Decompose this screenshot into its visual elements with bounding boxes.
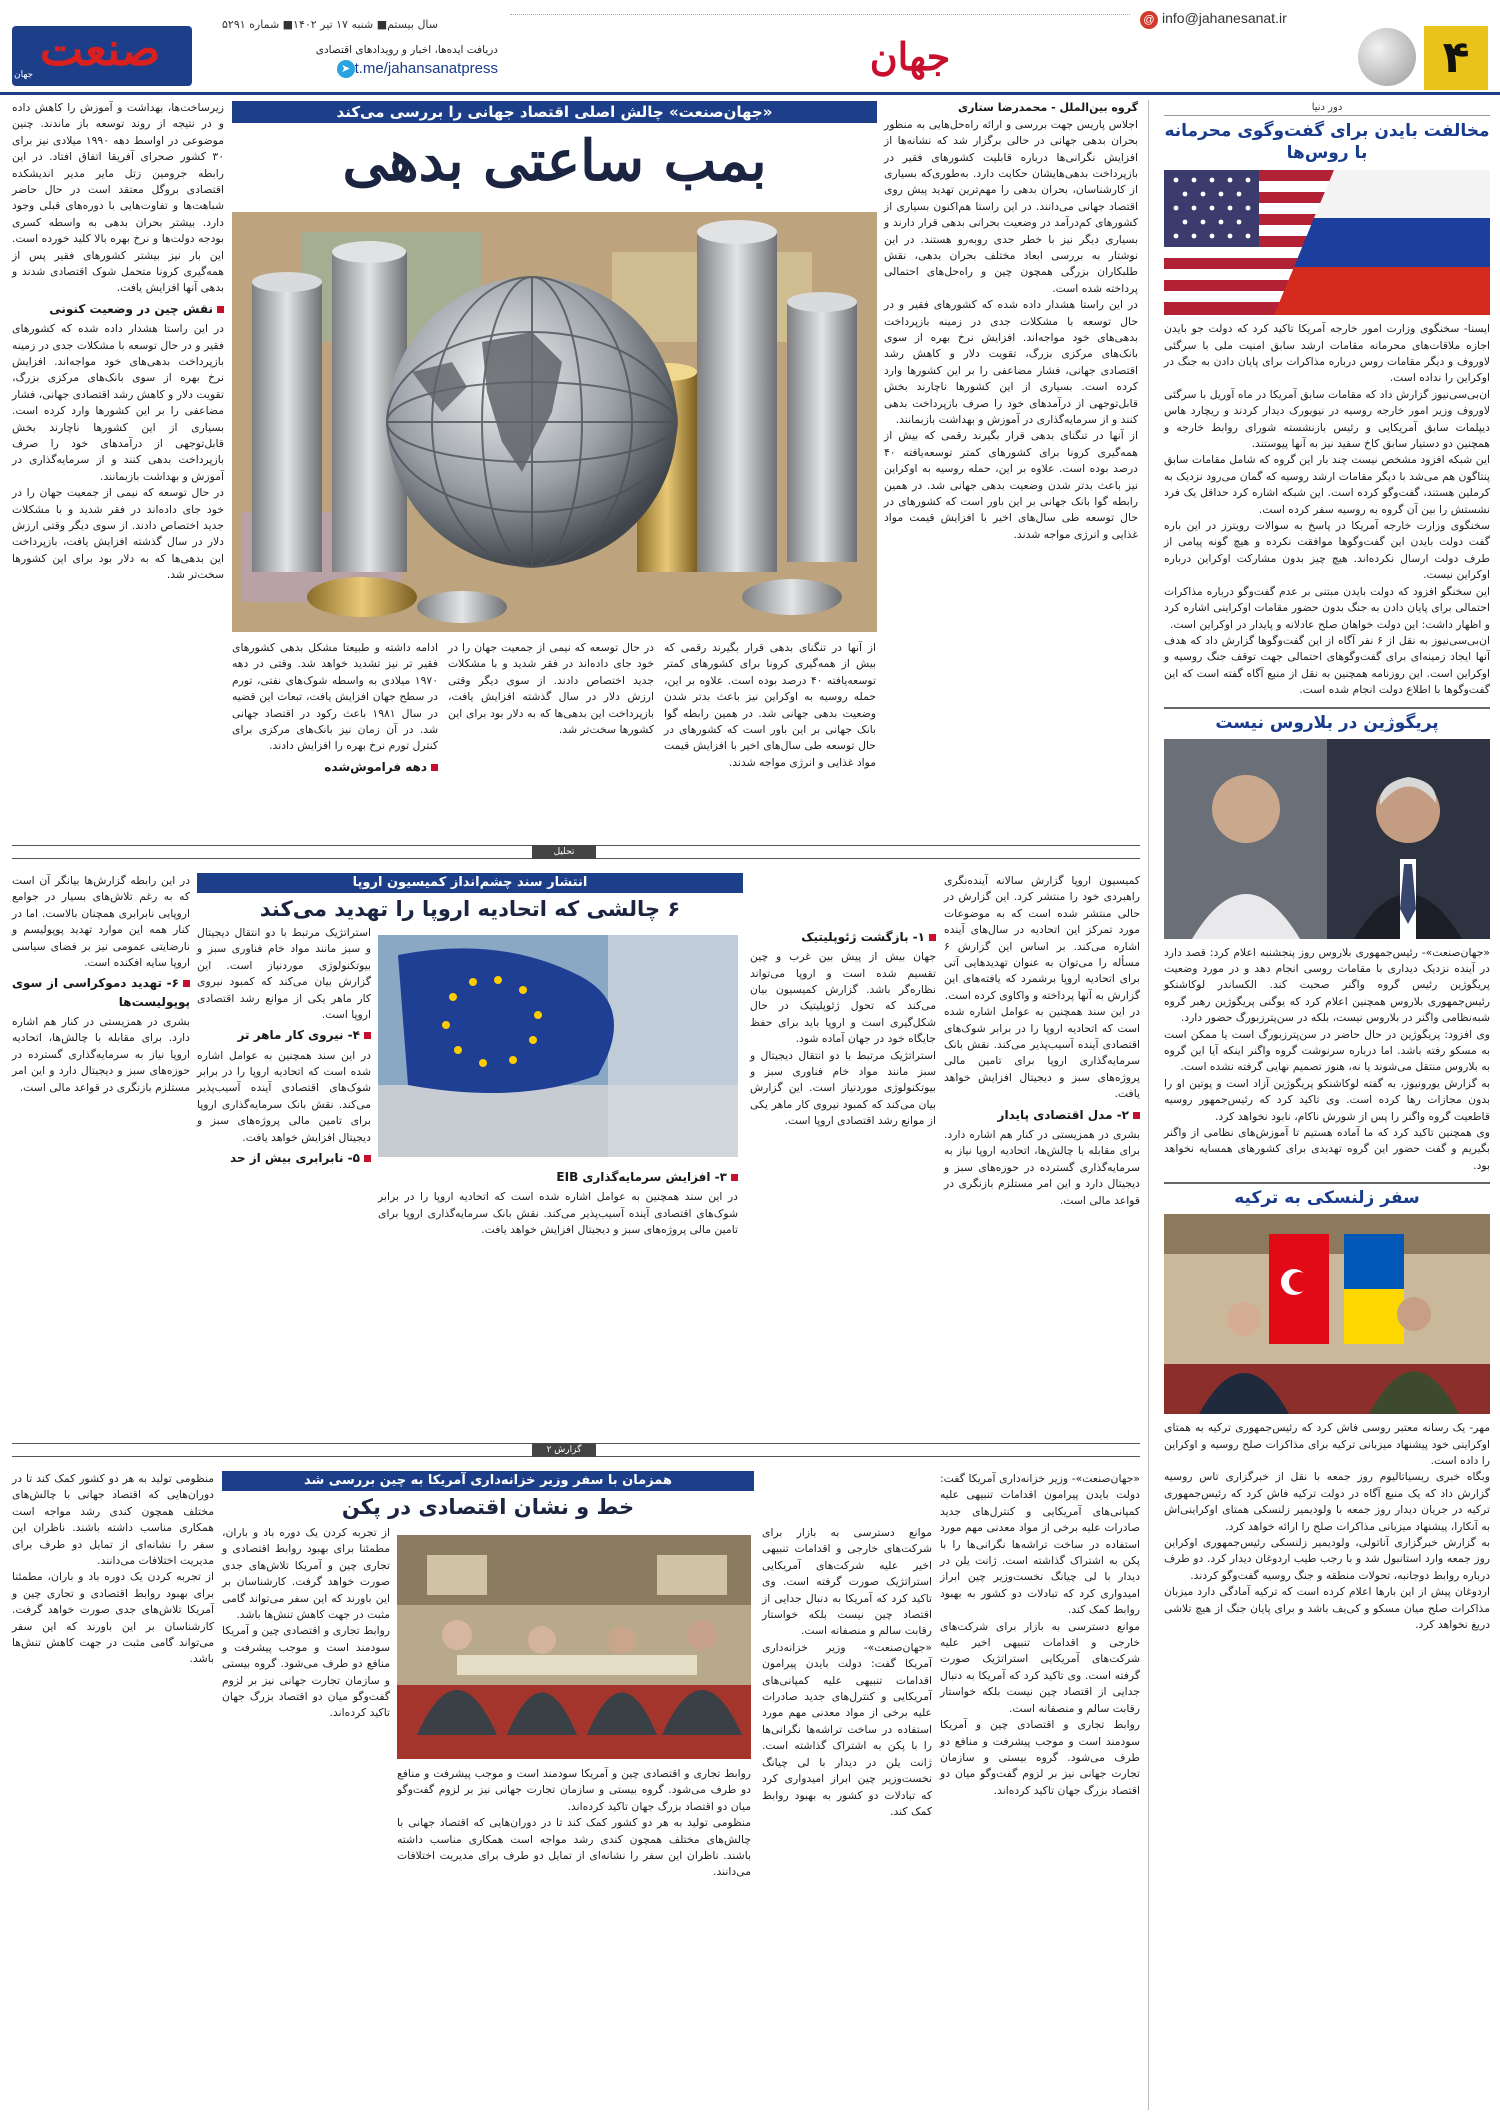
- paragraph: «جهان‌صنعت»- وزیر خزانه‌داری آمریکا گفت: دولت بایدن پیرامون اقدامات تنبیهی علیه کمپانی‌های آمریکایی و کنترل‌های جدید صادرات علیه برخی از مواد معدنی مهم مورد استفاده در ساخت تراشه‌ها نگرانی‌ها را با پکن به اشتراک گذاشته است. ژانت یلن در دیدار با لی چیانگ نخست‌وزیر چین ابراز امیدواری کرد که تبادلات دو کشور به بهبود روابط کمک کند.: [940, 1472, 1140, 1617]
- paragraph: زیرساخت‌ها، بهداشت و آموزش را کاهش داده و در نتیجه از روند توسعه باز ماندند. چنین موضوعی در اواسط دهه ۱۹۹۰ میلادی نیز برای ۳۰ کشور صحرای آفریقا اتفاق افتاد. در این رابطه جرومین زتل مایر مدیر اندیشکده اقتصادی بروگل معتقد است در حال حاضر شباهت‌ها و تفاوت‌هایی با دوره‌های قبلی وجود دارد. بیشتر بحران بدهی به واسطه کسری بودجه دولت‌ها و نرخ بهره بالا کلید خورده است. این بار نیز بیشتر کشورهای فقیر پس از همه‌گیری کرونا متحمل شوک اقتصادی شدند و بدهی آنها افزایش یافت.: [12, 101, 224, 295]
- analysis-column-1: [944, 873, 1140, 1209]
- paragraph: وی همچنین تاکید کرد که ما آماده هستیم تا آموزش‌های نظامی از واگنر بگیریم و گفت حضور این گروه تهدیدی برای کشورهای همسایه نخواهد بود.: [1164, 1126, 1490, 1172]
- main-article-column-3: [448, 640, 654, 738]
- bullet-square-icon: [364, 1032, 371, 1039]
- telegram-link[interactable]: [198, 60, 498, 78]
- paragraph: اجلاس پاریس جهت بررسی و ارائه راه‌حل‌هایی به منظور بحران بدهی جهانی در حالی برگزار شد که نشانه‌ها از افزایش نگرانی‌ها درباره قابلیت کشورهای فقیر در بازپرداخت بدهی‌هایشان حکایت دارد. به‌طوری‌که بسیاری از کارشناسان، بحران بدهی را مهم‌ترین تهدید پیش روی اقتصاد جهانی می‌دانند. در این راستا هم‌اکنون بسیاری از کشورهای کم‌درآمد در وضعیت بحرانی بدهی قرار دارند و بسیاری دیگر نیز با خطر جدی روبه‌رو هستند. در این نوشتار به بررسی ابعاد مختلف بحران بدهی، نقش طلبکاران بزرگی همچون چین و راه‌حل‌های احتمالی پرداخته شده است.: [884, 117, 1138, 295]
- main-article-column-2: [664, 640, 876, 771]
- eu-flag-photo: [378, 935, 738, 1157]
- analysis-column-under-photo: [378, 1165, 738, 1238]
- main-article-column-4: [232, 640, 438, 779]
- subhead: [12, 974, 190, 1010]
- paragraph: این سخنگو افزود که دولت بایدن مبتنی بر عدم گفت‌وگو درباره مذاکرات احتمالی برای پایان دادن به جنگ بدون حضور مقامات اوکراینی اشاره کرد و اظهار داشت: این دولت خواهان صلح عادلانه و پایدار در اوکراین است.: [1164, 584, 1490, 631]
- report-column-2: [762, 1525, 932, 1820]
- subhead-text: ۲- مدل اقتصادی پایدار: [997, 1107, 1129, 1122]
- main-headline: بمب ساعتی بدهی: [342, 128, 767, 194]
- flags-illustration: [1164, 170, 1490, 315]
- paragraph: از آنها در تنگنای بدهی قرار بگیرند رقمی که بیش از همه‌گیری کرونا برای کشورهای کمتر توسعه‌یافته ۴۰ درصد بوده است. علاوه بر این، حمله روسیه به اوکراین نیز باعث بدتر شدن وضعیت بدهی جهانی شد. در همین رابطه گوا بانک جهانی بر این باور است که کشورهای در حال توسعه طی سال‌های اخیر با افزایش قیمت مواد غذایی و انرژی مواجه شدند.: [664, 641, 876, 769]
- report-chip: گزارش ۲: [532, 1443, 596, 1457]
- paragraph: از تجربه کردن یک دوره باد و باران، مطمئنا برای بهبود روابط اقتصادی و تجاری چین و آمریکا تلاش‌های جدی صورت خواهد گرفت. کارشناسان بر این باورند که این سفر می‌تواند گامی مثبت در جهت کاهش تنش‌ها باشد.: [12, 1570, 214, 1666]
- portraits-illustration: [1164, 739, 1490, 939]
- paragraph: این شبکه افزود مشخص نیست چند بار این گروه که شامل مقامات سابق پنتاگون هم می‌شد با دیگر مقامات ارشد روسیه که گمان می‌رود نزدیک به کرملین هستند، گفت‌وگو کرده است. این شبکه اشاره کرد حداقل یک فرد نشستش را بین آن گروه به روسیه سفر کرده است.: [1164, 453, 1490, 516]
- report-column-3: [222, 1525, 390, 1722]
- divider: [1164, 1182, 1490, 1184]
- coins-globe-illustration: [232, 212, 877, 632]
- subhead: [944, 1106, 1140, 1124]
- debt-photo: [232, 212, 877, 632]
- paragraph: در حال توسعه که نیمی از جمعیت جهان را در خود جای داده‌اند در فقر شدید و با مشکلات جدید اختصاص دادند. از سوی دیگر وقتی ارزش دلار در سال گذشته افزایش یافت، بازپرداخت این بدهی‌ها که به دلار بود برای این کشورها سخت‌تر شد.: [448, 641, 654, 737]
- subhead: [197, 1149, 371, 1167]
- main-article-column-left: [12, 100, 224, 584]
- us-russia-flags-photo: [1164, 170, 1490, 315]
- email-text[interactable]: info@jahanesanat.ir: [1162, 10, 1287, 26]
- section-title: جهان: [869, 34, 951, 79]
- paragraph: در این سند همچنین به عوامل اشاره شده است که اتحادیه اروپا را در برابر شوک‌های اقتصادی آینده آسیب‌پذیر می‌کند. نقش بانک سرمایه‌گذاری اروپا برای تامین مالی پروژه‌های سبز و دیجیتال افزایش خواهد یافت.: [197, 1048, 371, 1144]
- paragraph: در این راستا هشدار داده شده که کشورهای فقیر و در حال توسعه با مشکلات جدی در زمینه بازپرداخت بدهی‌های خود مواجه‌اند. افزایش نرخ بهره از سوی بانک‌های مرکزی بزرگ، تقویت دلار و کاهش رشد اقتصادی جهانی، فشار مضاعفی را بر این کشورها وارد کرده است. بسیاری از این کشورها ناچارند بخش قابل‌توجهی از درآمدهای خود را صرف بازپرداخت بدهی کنند و از سرمایه‌گذاری در آموزش و بهداشت بازبمانند.: [884, 298, 1138, 427]
- byline: گروه بین‌الملل - محمدرضا ستاری: [958, 101, 1138, 114]
- eu-flag-illustration: [378, 935, 738, 1157]
- prigozhin-lukashenko-photo: [1164, 739, 1490, 939]
- paragraph: اردوغان پیش از این بارها اعلام کرده است که ترکیه آمادگی دارد میزبان مذاکرات صلح میان مسکو و کی‌یف باشد و برای پایان جنگ از هیچ تلاشی دریغ نخواهد کرد.: [1164, 1585, 1490, 1632]
- paragraph: کمیسیون اروپا گزارش سالانه آینده‌نگری راهبردی خود را منتشر کرد. این گزارش در حالی منتشر شده است که به موضوعات مورد تمرکز این اتحادیه در سال‌های آینده اشاره می‌کند. بر اساس این گزارش ۶ مسأله را می‌توان به عنوان تهدیدهایی آتی برای اتحادیه اروپا برشمرد که یافته‌های این گزارش به آنها پرداخته و واکاوی کرده است.: [944, 874, 1140, 1002]
- bullet-square-icon: [183, 980, 190, 987]
- subhead-text: ۵- نابرابری بیش از حد: [229, 1151, 360, 1166]
- subhead-text: نقش چین در وضعیت کنونی: [49, 301, 213, 316]
- zelensky-headline: سفر زلنسکی به ترکیه: [1234, 1188, 1420, 1209]
- report-headline: خط و نشان اقتصادی در پکن: [341, 1495, 635, 1519]
- report-column-1: [940, 1471, 1140, 1799]
- bullet-square-icon: [431, 764, 438, 771]
- paragraph: بشری در همزیستی در کنار هم اشاره دارد. برای مقابله با چالش‌ها، اتحادیه اروپا نیاز به سرمایه‌گذاری گسترده در حوزه‌های سبز و دیجیتال دارد و این امر مستلزم بازنگری در قواعد مالی است.: [12, 1014, 190, 1094]
- paragraph: منظومی تولید به هر دو کشور کمک کند تا در دوران‌هایی که اقتصاد جهانی با چالش‌های مختلف همچون کندی رشد مواجه است همکاری مناسب داشته باشند. ناظران این سفر را نشانه‌ای از تمایل دو طرف برای مدیریت اختلافات می‌دانند.: [397, 1816, 751, 1879]
- subhead: [232, 758, 438, 776]
- paragraph: از تجربه کردن یک دوره باد و باران، مطمئنا برای بهبود روابط اقتصادی و تجاری چین و آمریکا تلاش‌های جدی صورت خواهد گرفت. کارشناسان بر این باورند که این سفر می‌تواند گامی مثبت در جهت کاهش تنش‌ها باشد.: [222, 1526, 390, 1622]
- paragraph: در این راستا هشدار داده شده که کشورهای فقیر و در حال توسعه با مشکلات جدی در زمینه بازپرداخت بدهی‌های خود مواجه‌اند. افزایش نرخ بهره از سوی بانک‌های مرکزی بزرگ، تقویت دلار و کاهش رشد اقتصادی جهانی، فشار مضاعفی را بر این کشورها وارد کرده است. بسیاری از این کشورها ناچارند بخش قابل‌توجهی از درآمدهای خود را صرف بازپرداخت بدهی کنند و از سرمایه‌گذاری در آموزش و بهداشت بازبمانند.: [12, 322, 224, 483]
- zelensky-story-body: [1164, 1420, 1490, 1633]
- paragraph: به گزارش یورونیوز، به گفته لوکاشنکو پریگوژین آزاد است و پوتین او را بدون مجازات رها کرده است. وی تاکید کرد که رئیس‌جمهور روسیه قاطعیت گروه واگنر را پس از شورش ناکام، نابود نخواهد کرد.: [1164, 1076, 1490, 1123]
- analysis-chip: تحلیل: [532, 845, 596, 859]
- report-section-bar: [12, 1443, 1140, 1457]
- paragraph: از آنها در تنگنای بدهی قرار بگیرند رقمی که بیش از همه‌گیری کرونا برای کشورهای کمتر توسعه‌یافته ۴۰ درصد بوده است. علاوه بر این، حمله روسیه به اوکراین نیز باعث بدتر شدن وضعیت بدهی جهانی شد. در همین رابطه گوا بانک جهانی بر این باور است که کشورهای در حال توسعه طی سال‌های اخیر با افزایش قیمت مواد غذایی و انرژی مواجه شدند.: [884, 429, 1138, 541]
- paragraph: روابط تجاری و اقتصادی چین و آمریکا سودمند است و موجب پیشرفت و منافع دو طرف می‌شود. گروه بیستی و سازمان تجارت جهانی نیز بر لزوم گفت‌وگو میان دو اقتصاد بزرگ جهان تاکید کرده‌اند.: [397, 1767, 751, 1813]
- subhead-text: ۴- نیروی کار ماهر تر: [237, 1028, 360, 1043]
- subhead: [197, 1026, 371, 1044]
- email-icon: @: [1140, 11, 1158, 29]
- prigozhin-headline: پریگوژین در بلاروس نیست: [1215, 712, 1439, 733]
- paragraph: استراتژیک مرتبط با دو انتقال دیجیتال و سبز مانند مواد خام فناوری سبز و بیوتکنولوژی موردنیاز است. این گزارش بیان می‌کند که کمبود نیروی کار ماهر یکی از موانع رشد اقتصادی اروپا است.: [750, 1048, 936, 1128]
- beijing-meeting-photo: [397, 1535, 751, 1759]
- analysis-kicker: انتشار سند چشم‌انداز کمیسیون اروپا: [197, 873, 743, 893]
- telegram-icon: ➤: [337, 60, 355, 78]
- paragraph: جهان بیش از پیش بین غرب و چین تقسیم شده است و اروپا می‌تواند نظاره‌گر باشد. گزارش کمیسیون بیان می‌کند که تحول ژئوپلیتیک در حال شکل‌گیری است و اروپا باید برای حفظ جایگاه خود در جهان آماده شود.: [750, 950, 936, 1046]
- paragraph: مهر- یک رسانه معتبر روسی فاش کرد که رئیس‌جمهوری ترکیه به همتای اوکراینی خود پیشنهاد میزبانی ترکیه برای مذاکرات صلح روسیه و اوکراین را داده است.: [1164, 1421, 1490, 1468]
- paragraph: استراتژیک مرتبط با دو انتقال دیجیتال و سبز مانند مواد خام فناوری سبز و بیوتکنولوژی موردنیاز است. این گزارش بیان می‌کند که کمبود نیروی کار ماهر یکی از موانع رشد اقتصادی اروپا است.: [197, 926, 371, 1022]
- paragraph: «جهان‌صنعت»- رئیس‌جمهوری بلاروس روز پنجشنبه اعلام کرد: قصد دارد در آینده نزدیک دیداری با مقامات روسی انجام دهد و در مورد وضعیت پریگوژین رئیس گروه واگنر صحبت کند. الکساندر لوکاشنکو رئیس‌جمهوری بلاروس همچنین اعلام کرد که یوگنی پریگوژین رهبر گروه شبه‌نظامی واگنر در بلاروس نیست، بلکه در سن‌پترزبورگ حضور دارد.: [1164, 945, 1490, 1025]
- header-divider: [510, 14, 1130, 22]
- paragraph: وی افزود: پریگوژین در حال حاضر در سن‌پترزبورگ است یا ممکن است به مسکو رفته باشد. اما درباره سرنوشت گروه واگنر اینکه آیا این گروه به بلاروس منتقل می‌شوند یا نه، هنوز تصمیم نهایی گرفته نشده است.: [1164, 1027, 1490, 1074]
- report-column-under-photo: [397, 1766, 751, 1881]
- bullet-square-icon: [731, 1174, 738, 1181]
- paragraph: در این سند همچنین به عوامل اشاره شده است که اتحادیه اروپا را در برابر شوک‌های اقتصادی آینده آسیب‌پذیر می‌کند. نقش بانک سرمایه‌گذاری اروپا برای تامین مالی پروژه‌های سبز و دیجیتال افزایش خواهد یافت.: [378, 1190, 738, 1237]
- paragraph: بشری در همزیستی در کنار هم اشاره دارد. برای مقابله با چالش‌ها، اتحادیه اروپا نیاز به سرمایه‌گذاری گسترده در حوزه‌های سبز و دیجیتال دارد و این امر مستلزم بازنگری در قواعد مالی است.: [944, 1127, 1140, 1207]
- column-kicker: دور دنیا: [1164, 100, 1490, 116]
- bullet-square-icon: [1133, 1112, 1140, 1119]
- globe-icon: [1358, 28, 1416, 86]
- paragraph: وبگاه خبری ریسیاتالیوم روز جمعه با نقل از خبرگزاری تاس روسیه گزارش داد که یک منبع آگاه در دولت ترکیه فاش کرد که رئیس‌جمهوری ترکیه در جریان دیدار روز جمعه با ولودیمیر زلنسکی همتای اوکراینی‌اش به آنکارا، پیشنهاد میزبانی مذاکرات صلح را ارائه خواهد کرد.: [1164, 1470, 1490, 1533]
- bullet-square-icon: [364, 1155, 371, 1162]
- subhead-text: ۶- تهدید دموکراسی از سوی پوپولیست‌ها: [12, 976, 190, 1009]
- analysis-section-bar: [12, 845, 1140, 859]
- paragraph: روابط تجاری و اقتصادی چین و آمریکا سودمند است و موجب پیشرفت و منافع دو طرف می‌شود. گروه بیستی و سازمان تجارت جهانی نیز بر لزوم گفت‌وگو میان دو اقتصاد بزرگ جهان تاکید کرده‌اند.: [222, 1624, 390, 1720]
- report-kicker: همزمان با سفر وزیر خزانه‌داری آمریکا به چین بررسی شد: [222, 1471, 754, 1491]
- telegram-handle[interactable]: t.me/jahansanatpress: [354, 60, 498, 77]
- paragraph: ان‌بی‌سی‌نیوز گزارش داد که مقامات سابق آمریکا در ماه آوریل با سرگئی لاوروف وزیر امور خارجه روسیه در نیویورک دیدار کردند و ریچارد هاس دیپلمات سابق آمریکایی و رئیس بازنشسته شورای روابط خارجه و همچنین دو دستیار سابق کاخ سفید نیز به آنها پیوستند.: [1164, 387, 1490, 451]
- column-rule: [1148, 100, 1149, 2110]
- analysis-headline: ۶ چالشی که اتحادیه اروپا را تهدید می‌کند: [259, 897, 681, 921]
- analysis-column-4: [12, 873, 190, 1096]
- world-news-column: [1164, 100, 1490, 1634]
- analysis-column-2: [750, 925, 936, 1130]
- subhead: [12, 300, 224, 318]
- paragraph: سخنگوی وزارت خارجه آمریکا در پاسخ به سوالات رویترز در این باره گفت دولت بایدن این گفت‌وگوها موافقت نکرده و هیچ گونه پیامی از طرف دولت ارسال نکرده‌اند. هیچ چیز بدون مشارکت اوکراین درباره اوکراین نیست.: [1164, 519, 1490, 582]
- report-column-4: [12, 1471, 214, 1668]
- divider: [1164, 707, 1490, 709]
- subhead-text: دهه فراموش‌شده: [324, 759, 427, 774]
- logo-text: صنعت: [39, 22, 161, 76]
- subhead: [378, 1168, 738, 1186]
- subhead: [750, 928, 936, 946]
- paragraph: ادامه داشته و طبیعتا مشکل بدهی کشورهای فقیر تر نیز تشدید خواهد شد. وقتی در دهه ۱۹۷۰ میلادی به واسطه شوک‌های نفتی، تورم در سطح جهان افزایش یافت، تبعات این قضیه در سال ۱۹۸۱ باعث رکود در اقتصاد جهانی شد. در آن زمان نیز بانک‌های مرکزی برای کنترل تورم نرخ بهره را افزایش دادند.: [232, 641, 438, 753]
- paragraph: «جهان‌صنعت»- وزیر خزانه‌داری آمریکا گفت: دولت بایدن پیرامون اقدامات تنبیهی علیه کمپانی‌های آمریکایی و کنترل‌های جدید صادرات علیه برخی از مواد معدنی مهم مورد استفاده در ساخت تراشه‌ها نگرانی‌ها را با پکن به اشتراک گذاشته است. ژانت یلن در دیدار با لی چیانگ نخست‌وزیر چین ابراز امیدواری کرد که تبادلات دو کشور به بهبود روابط کمک کند.: [762, 1640, 932, 1818]
- paragraph: منظومی تولید به هر دو کشور کمک کند تا در دوران‌هایی که اقتصاد جهانی با چالش‌های مختلف همچون کندی رشد مواجه است همکاری مناسب داشته باشند. ناظران این سفر را نشانه‌ای از تمایل دو طرف برای مدیریت اختلافات می‌دانند.: [12, 1472, 214, 1568]
- issue-line: سال بیستم■ شنبه ۱۷ تیر ۱۴۰۲■ شماره ۵۲۹۱: [222, 18, 438, 31]
- page-number: ۴: [1424, 26, 1488, 90]
- subhead-text: ۳- افزایش سرمایه‌گذاری EIB: [556, 1170, 727, 1184]
- bullet-square-icon: [217, 306, 224, 313]
- paragraph: در حال توسعه که نیمی از جمعیت جهان را در خود جای داده‌اند در فقر شدید و با مشکلات جدید اختصاص دادند. از سوی دیگر وقتی ارزش دلار در سال گذشته افزایش یافت، بازپرداخت این بدهی‌ها که به دلار بود برای این کشورها سخت‌تر شد.: [12, 486, 224, 582]
- contact-email[interactable]: [1140, 10, 1380, 29]
- paragraph: ایسنا- سخنگوی وزارت امور خارجه آمریکا تاکید کرد که دولت جو بایدن اجازه ملاقات‌های محرمانه مقامات ارشد سابق امنیت ملی با سرگئی لاوروف و دیگر مقامات روس درباره مذاکرات برای پایان دادن به جنگ در اوکراین را نداده است.: [1164, 322, 1490, 385]
- bullet-square-icon: [929, 934, 936, 941]
- biden-story-body: [1164, 321, 1490, 698]
- paragraph: ان‌بی‌سی‌نیوز به نقل از ۶ نفر آگاه از این گفت‌وگوها گزارش داد که هدف آنها ایجاد زمینه‌ای برای گفت‌وگوهای احتمالی جهت توقف جنگ روسیه و اوکراین است. این روزنامه همچنین به نقل از منبع آگاه گفته است که این گفت‌وگوها با اطلاع دولت انجام شده است.: [1164, 633, 1490, 697]
- meeting-room-illustration: [397, 1535, 751, 1759]
- analysis-column-3: [197, 925, 371, 1170]
- paragraph: در این سند همچنین به عوامل اشاره شده است که اتحادیه اروپا را در برابر شوک‌های اقتصادی آینده آسیب‌پذیر می‌کند. نقش بانک سرمایه‌گذاری اروپا برای تامین مالی پروژه‌های سبز و دیجیتال افزایش خواهد یافت.: [944, 1005, 1140, 1101]
- masthead: [0, 0, 1500, 95]
- prigozhin-story-body: [1164, 945, 1490, 1175]
- logo-sub: جهان: [14, 70, 34, 80]
- biden-headline: مخالفت بایدن برای گفت‌وگوی محرمانه با روس‌ها: [1164, 121, 1490, 164]
- meeting-illustration: [1164, 1214, 1490, 1414]
- zelensky-erdogan-photo: [1164, 1214, 1490, 1414]
- paragraph: به گزارش خبرگزاری آناتولی، ولودیمیر زلنسکی رئیس‌جمهوری اوکراین روز جمعه وارد استانبول شد و با رجب طیب اردوغان دیدار کرد. دو طرف درباره روابط دوجانبه، تحولات منطقه و جنگ روسیه گفت‌وگو کردند.: [1164, 1536, 1490, 1582]
- paragraph: موانع دسترسی به بازار برای شرکت‌های خارجی و اقدامات تنبیهی اخیر علیه شرکت‌های آمریکایی استراتژیک صورت گرفته است. وی تاکید کرد که آمریکا به دنبال جدایی از اقتصاد چین نیست بلکه خواستار رقابت سالم و منصفانه است.: [762, 1526, 932, 1638]
- main-article-column-1: [884, 100, 1138, 543]
- main-kicker: «جهان‌صنعت» چالش اصلی اقتصاد جهانی را بررسی می‌کند: [232, 101, 877, 123]
- paragraph: موانع دسترسی به بازار برای شرکت‌های خارجی و اقدامات تنبیهی اخیر علیه شرکت‌های آمریکایی استراتژیک صورت گرفته است. وی تاکید کرد که آمریکا به دنبال جدایی از اقتصاد چین نیست بلکه خواستار رقابت سالم و منصفانه است.: [940, 1619, 1140, 1715]
- subhead-text: ۱- بازگشت ژئوپلیتیک: [801, 930, 925, 944]
- paragraph: روابط تجاری و اقتصادی چین و آمریکا سودمند است و موجب پیشرفت و منافع دو طرف می‌شود. گروه بیستی و سازمان تجارت جهانی نیز بر لزوم گفت‌وگو میان دو اقتصاد بزرگ جهان تاکید کرده‌اند.: [940, 1718, 1140, 1797]
- paragraph: در این رابطه گزارش‌ها بیانگر آن است که به رغم تلاش‌های بسیار در جوامع اروپایی نابرابری همچنان بالاست. اما در کنار همه این موارد تهدید پوپولیسم و نارضایتی عمومی نیز بر فضای سیاسی اروپا سایه افکنده است.: [12, 874, 190, 970]
- telegram-caption: دریافت ایده‌ها، اخبار و رویدادهای اقتصادی: [315, 44, 498, 56]
